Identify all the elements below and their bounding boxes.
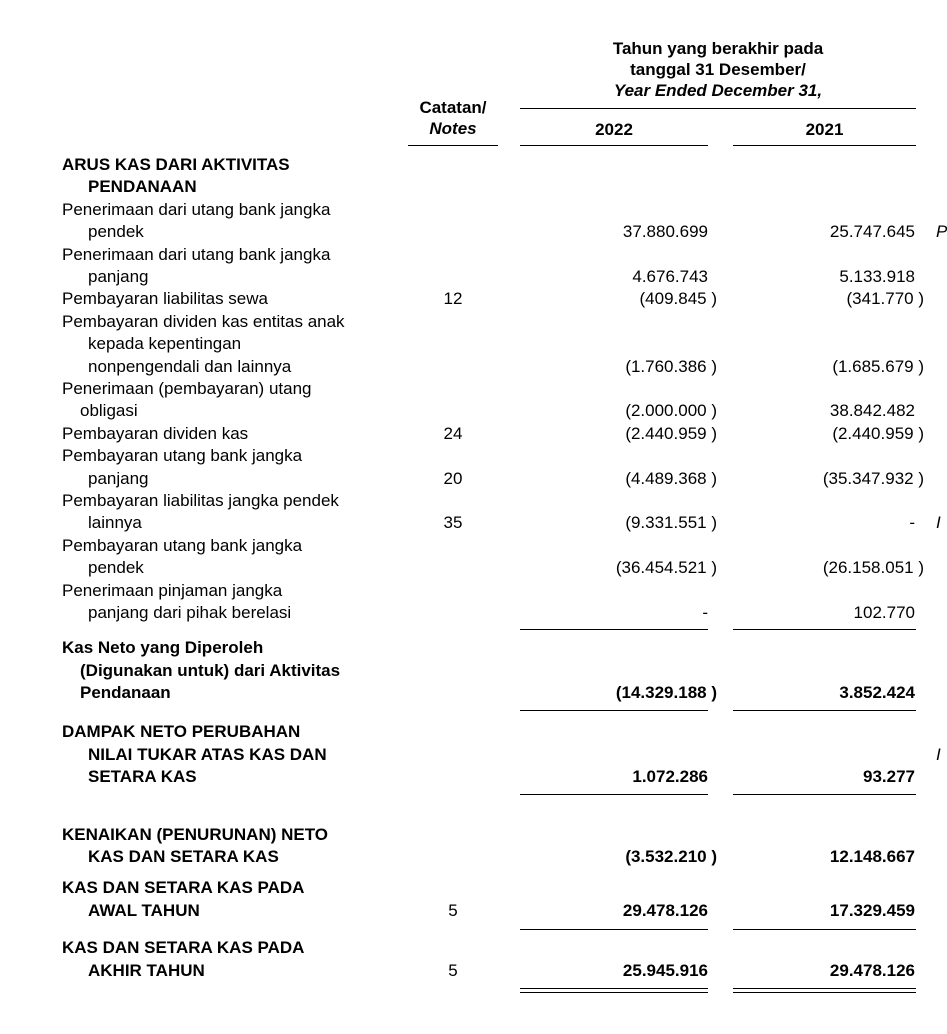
total-rule — [520, 710, 708, 711]
row-label: panjang — [88, 469, 149, 488]
row-note: 12 — [443, 289, 463, 308]
row-label: panjang dari pihak berelasi — [88, 603, 292, 622]
net-financing-label: Pendanaan — [80, 683, 171, 702]
row-value-2022: (2.440.959 ) — [625, 424, 717, 443]
subtotal-rule — [733, 629, 916, 630]
row-value-2021: (2.440.959 ) — [832, 424, 924, 443]
row-label: nonpengendali dan lainnya — [88, 357, 292, 376]
row-value-2022: (409.845 ) — [639, 289, 717, 308]
net-change-label: KAS DAN SETARA KAS — [88, 847, 279, 866]
total-rule — [520, 929, 708, 930]
row-note: 24 — [443, 424, 463, 443]
year-2021-header: 2021 — [805, 120, 844, 139]
ending-balance-label: KAS DAN SETARA KAS PADA — [62, 938, 305, 957]
row-value-2022: (9.331.551 ) — [625, 513, 717, 532]
row-label: Pembayaran liabilitas sewa — [62, 289, 268, 308]
total-rule — [733, 929, 916, 930]
row-value-2022: - — [702, 603, 708, 622]
ending-balance-note: 5 — [448, 961, 458, 980]
ending-balance-2021: 29.478.126 — [829, 961, 915, 980]
row-value-2021: (1.685.679 ) — [832, 357, 924, 376]
row-label: pendek — [88, 222, 144, 241]
row-value-2021: 5.133.918 — [839, 267, 915, 286]
row-label: panjang — [88, 267, 149, 286]
row-value-2021: (341.770 ) — [846, 289, 924, 308]
beginning-balance-2021: 17.329.459 — [829, 901, 915, 920]
period-header-line3: Year Ended December 31, — [613, 81, 823, 100]
beginning-balance-label: AWAL TAHUN — [88, 901, 200, 920]
beginning-balance-2022: 29.478.126 — [622, 901, 708, 920]
row-label: Pembayaran utang bank jangka — [62, 536, 303, 555]
row-label: kepada kepentingan — [88, 334, 242, 353]
year-2021-rule — [733, 145, 916, 146]
row-value-2021: 25.747.645 — [829, 222, 915, 241]
row-value-2021: (26.158.051 ) — [822, 558, 924, 577]
row-value-2022: (1.760.386 ) — [625, 357, 717, 376]
row-label: lainnya — [88, 513, 142, 532]
row-value-2022: (4.489.368 ) — [625, 469, 717, 488]
row-value-2022: (2.000.000 ) — [625, 401, 717, 420]
row-label: Pembayaran utang bank jangka — [62, 446, 303, 465]
ending-balance-2022: 25.945.916 — [622, 961, 708, 980]
row-value-2022: 4.676.743 — [632, 267, 708, 286]
beginning-balance-note: 5 — [448, 901, 458, 920]
section-heading-line1: ARUS KAS DARI AKTIVITAS — [62, 155, 290, 174]
ending-balance-label: AKHIR TAHUN — [88, 961, 205, 980]
total-rule — [733, 794, 916, 795]
fx-effect-2022: 1.072.286 — [632, 767, 708, 786]
beginning-balance-label: KAS DAN SETARA KAS PADA — [62, 878, 305, 897]
year-2022-header: 2022 — [595, 120, 633, 139]
row-value-2021: - — [909, 513, 915, 532]
row-label: Penerimaan (pembayaran) utang — [62, 379, 312, 398]
section-heading-line2: PENDANAAN — [88, 177, 197, 196]
truncated-english-label: P — [936, 222, 947, 241]
total-rule — [520, 794, 708, 795]
notes-header-rule — [408, 145, 498, 146]
fx-effect-label: SETARA KAS — [88, 767, 197, 786]
row-label: Penerimaan pinjaman jangka — [62, 581, 283, 600]
net-financing-2022: (14.329.188 ) — [615, 683, 717, 702]
row-label: obligasi — [80, 401, 138, 420]
row-label: Pembayaran dividen kas entitas anak — [62, 312, 345, 331]
row-value-2022: (36.454.521 ) — [615, 558, 717, 577]
net-change-label: KENAIKAN (PENURUNAN) NETO — [62, 825, 329, 844]
net-financing-label: Kas Neto yang Diperoleh — [62, 638, 264, 657]
net-financing-label: (Digunakan untuk) dari Aktivitas — [80, 661, 341, 680]
notes-header-line2: Notes — [429, 119, 477, 138]
fx-effect-label: DAMPAK NETO PERUBAHAN — [62, 722, 301, 741]
grand-total-double-rule — [520, 988, 708, 993]
truncated-english-label: I — [936, 745, 941, 764]
year-2022-rule — [520, 145, 708, 146]
period-header-line2: tanggal 31 Desember/ — [630, 60, 806, 79]
row-note: 20 — [443, 469, 463, 488]
net-change-2021: 12.148.667 — [829, 847, 915, 866]
row-value-2022: 37.880.699 — [622, 222, 708, 241]
row-label: Pembayaran liabilitas jangka pendek — [62, 491, 339, 510]
row-label: Penerimaan dari utang bank jangka — [62, 200, 331, 219]
subtotal-rule — [520, 629, 708, 630]
row-label: Pembayaran dividen kas — [62, 424, 249, 443]
row-value-2021: (35.347.932 ) — [822, 469, 924, 488]
notes-header-line1: Catatan/ — [419, 98, 487, 117]
row-value-2021: 38.842.482 — [829, 401, 915, 420]
row-value-2021: 102.770 — [853, 603, 915, 622]
fx-effect-label: NILAI TUKAR ATAS KAS DAN — [88, 745, 327, 764]
row-label: pendek — [88, 558, 144, 577]
net-change-2022: (3.532.210 ) — [625, 847, 717, 866]
row-label: Penerimaan dari utang bank jangka — [62, 245, 331, 264]
fx-effect-2021: 93.277 — [863, 767, 915, 786]
grand-total-double-rule — [733, 988, 916, 993]
row-note: 35 — [443, 513, 463, 532]
net-financing-2021: 3.852.424 — [839, 683, 915, 702]
total-rule — [733, 710, 916, 711]
truncated-english-label: I — [936, 513, 941, 532]
period-header-rule — [520, 108, 916, 109]
period-header-line1: Tahun yang berakhir pada — [612, 39, 824, 58]
